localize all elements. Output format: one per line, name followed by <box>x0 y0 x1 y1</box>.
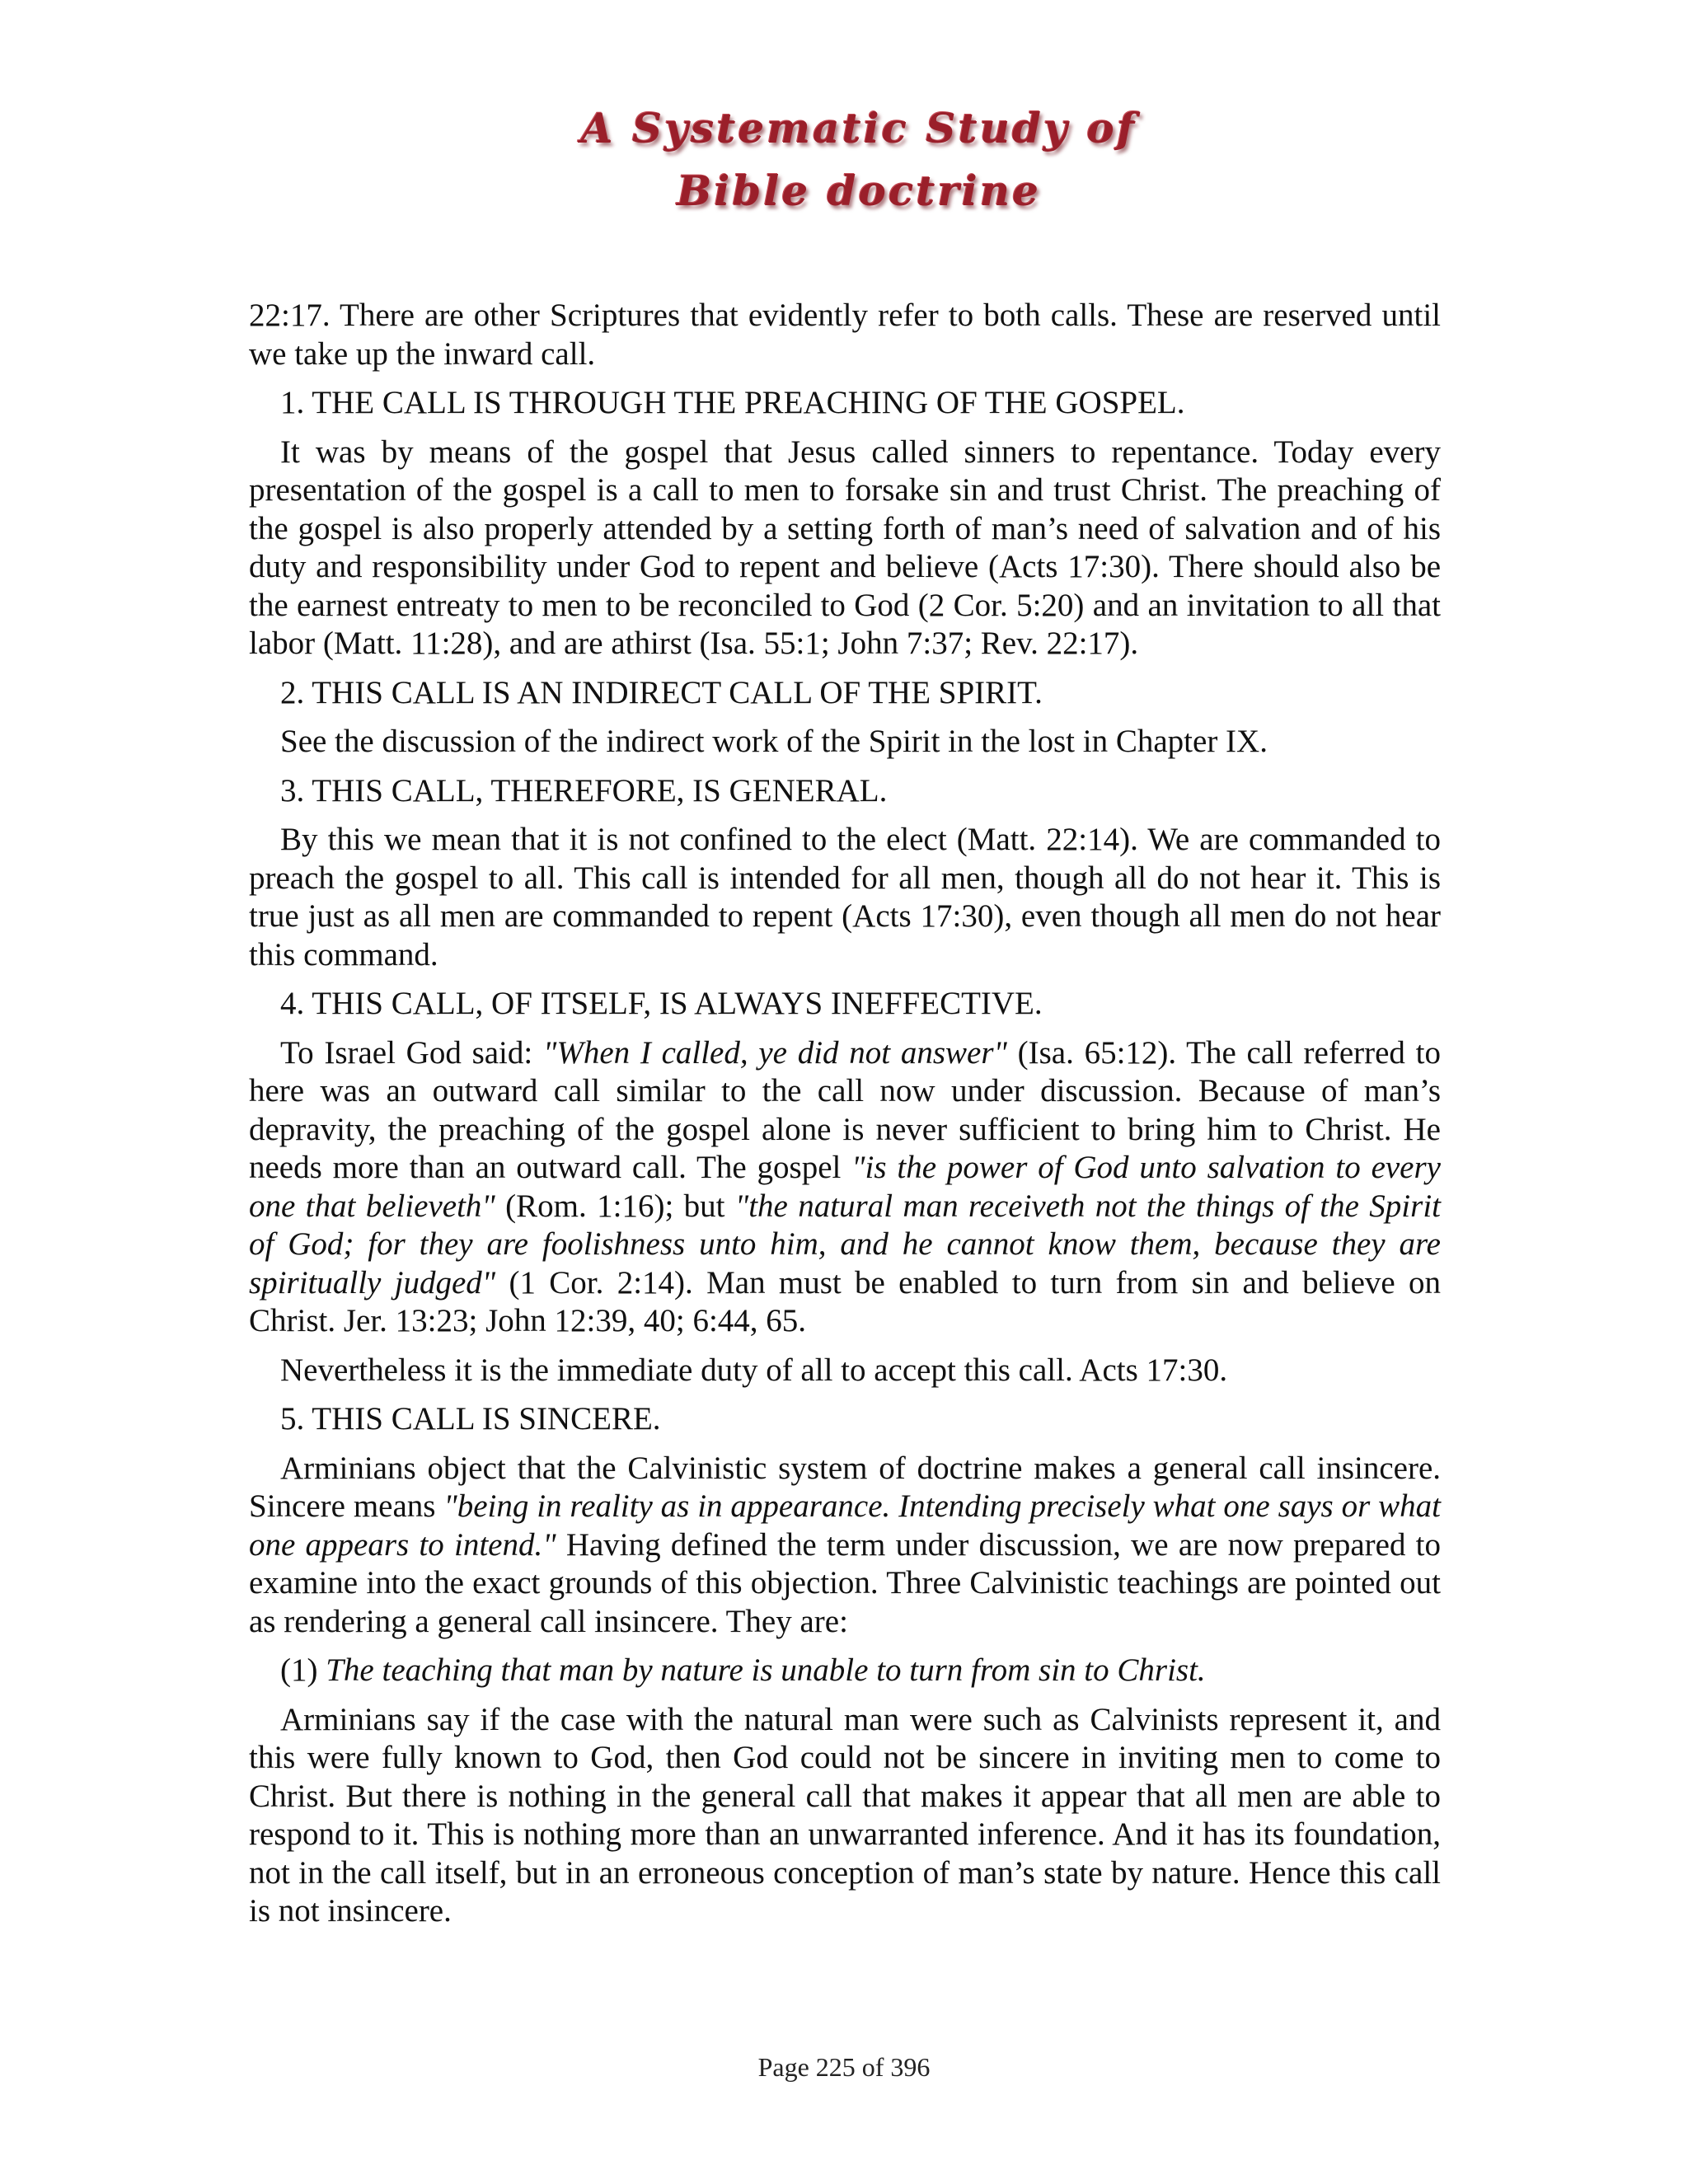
book-title-logo <box>581 97 1137 223</box>
definition-quote: "being in reality as in appearance. Intending precisely what one says or what one appears to intend." <box>249 1488 1441 1563</box>
text-run: Arminians object that the Calvinistic system of doctrine makes a general call insincere. Sincere means <box>249 1450 1441 1524</box>
text-run: To Israel God said: <box>280 1034 543 1071</box>
paragraph-natural-man: Arminians say if the case with the natural man were such as Calvinists represent it, and this were fully known to God, then God could not be sincere in inviting men to come to Christ. But there is nothing in the general call that makes it appear that all men are able to respond to it. This is nothing more than an unwarranted inference. And it has its foundation, not in the call itself, but in an erroneous conception of man’s state by nature. Hence this call is not insincere. <box>249 1701 1441 1929</box>
subsection-heading-1 <box>249 1652 1441 1690</box>
scripture-quote: "is the power of God unto salvation to every one that believeth" <box>249 1150 1441 1224</box>
section-heading-5: 5. THIS CALL IS SINCERE. <box>280 1401 661 1436</box>
section-heading-2: 2. THIS CALL IS AN INDIRECT CALL OF THE SPIRIT. <box>280 674 1043 710</box>
text-run: Having defined the term under discussion, we are now prepared to examine into the exact grounds of this objection. Three Calvinistic teachings are pointed out as rendering a general call insincere. They are: <box>249 1526 1442 1639</box>
page-body <box>249 297 1441 1942</box>
text-run: (Rom. 1:16); but <box>495 1188 735 1224</box>
paragraph-ineffective-call <box>249 1034 1441 1341</box>
paragraph-general-call: By this we mean that it is not confined to the elect (Matt. 22:14). We are commanded to preach the gospel to all. This call is intended for all men, though all do not hear it. This is true just as all men are commanded to repent (Acts 17:30), even though all men do not hear this command. <box>249 822 1441 972</box>
book-title-line-2: Bible doctrine <box>677 166 1041 215</box>
subsection-title: The teaching that man by nature is unable to turn from sin to Christ. <box>326 1652 1206 1688</box>
section-heading-3: 3. THIS CALL, THEREFORE, IS GENERAL. <box>280 772 888 808</box>
subsection-number: (1) <box>280 1652 326 1688</box>
page-header <box>0 97 1688 223</box>
paragraph-gospel-call: It was by means of the gospel that Jesus called sinners to repentance. Today every presentation of the gospel is a call to men to forsake sin and trust Christ. The preaching of the gospel is also properly attended by a setting forth of man’s need of salvation and of his duty and responsibility under God to repent and believe (Acts 17:30). There should also be the earnest entreaty to men to be reconciled to God (2 Cor. 5:20) and an invitation to all that labor (Matt. 11:28), and are athirst (Isa. 55:1; John 7:37; Rev. 22:17). <box>249 434 1441 661</box>
paragraph-indirect-call: See the discussion of the indirect work of the Spirit in the lost in Chapter IX. <box>280 724 1268 759</box>
book-title-line-1: A Systematic Study of <box>580 104 1137 152</box>
scripture-quote: "When I called, ye did not answer" <box>542 1034 1007 1071</box>
section-heading-4: 4. THIS CALL, OF ITSELF, IS ALWAYS INEFFECTIVE. <box>280 986 1043 1021</box>
page-number: Page 225 of 396 <box>757 2052 931 2082</box>
scripture-quote: "the natural man receiveth not the things of the Spirit of God; for they are foolishness unto him, and he cannot know them, because they are spiritually judged" <box>249 1188 1441 1301</box>
paragraph-continuation: 22:17. There are other Scriptures that evidently refer to both calls. These are reserved until we take up the inward call. <box>249 298 1441 372</box>
text-run: (Isa. 65:12). The call referred to here was an outward call similar to the call now under discussion. Because of man’s depravity, the preaching of the gospel alone is never sufficient to bring him to Christ. He needs more than an outward call. The gospel <box>249 1034 1441 1185</box>
section-heading-1: 1. THE CALL IS THROUGH THE PREACHING OF THE GOSPEL. <box>280 385 1185 420</box>
paragraph-immediate-duty: Nevertheless it is the immediate duty of all to accept this call. Acts 17:30. <box>280 1352 1228 1388</box>
paragraph-sincere-call <box>249 1450 1441 1642</box>
text-run: (1 Cor. 2:14). Man must be enabled to turn from sin and believe on Christ. Jer. 13:23; John 12:39, 40; 6:44, 65. <box>249 1264 1441 1338</box>
